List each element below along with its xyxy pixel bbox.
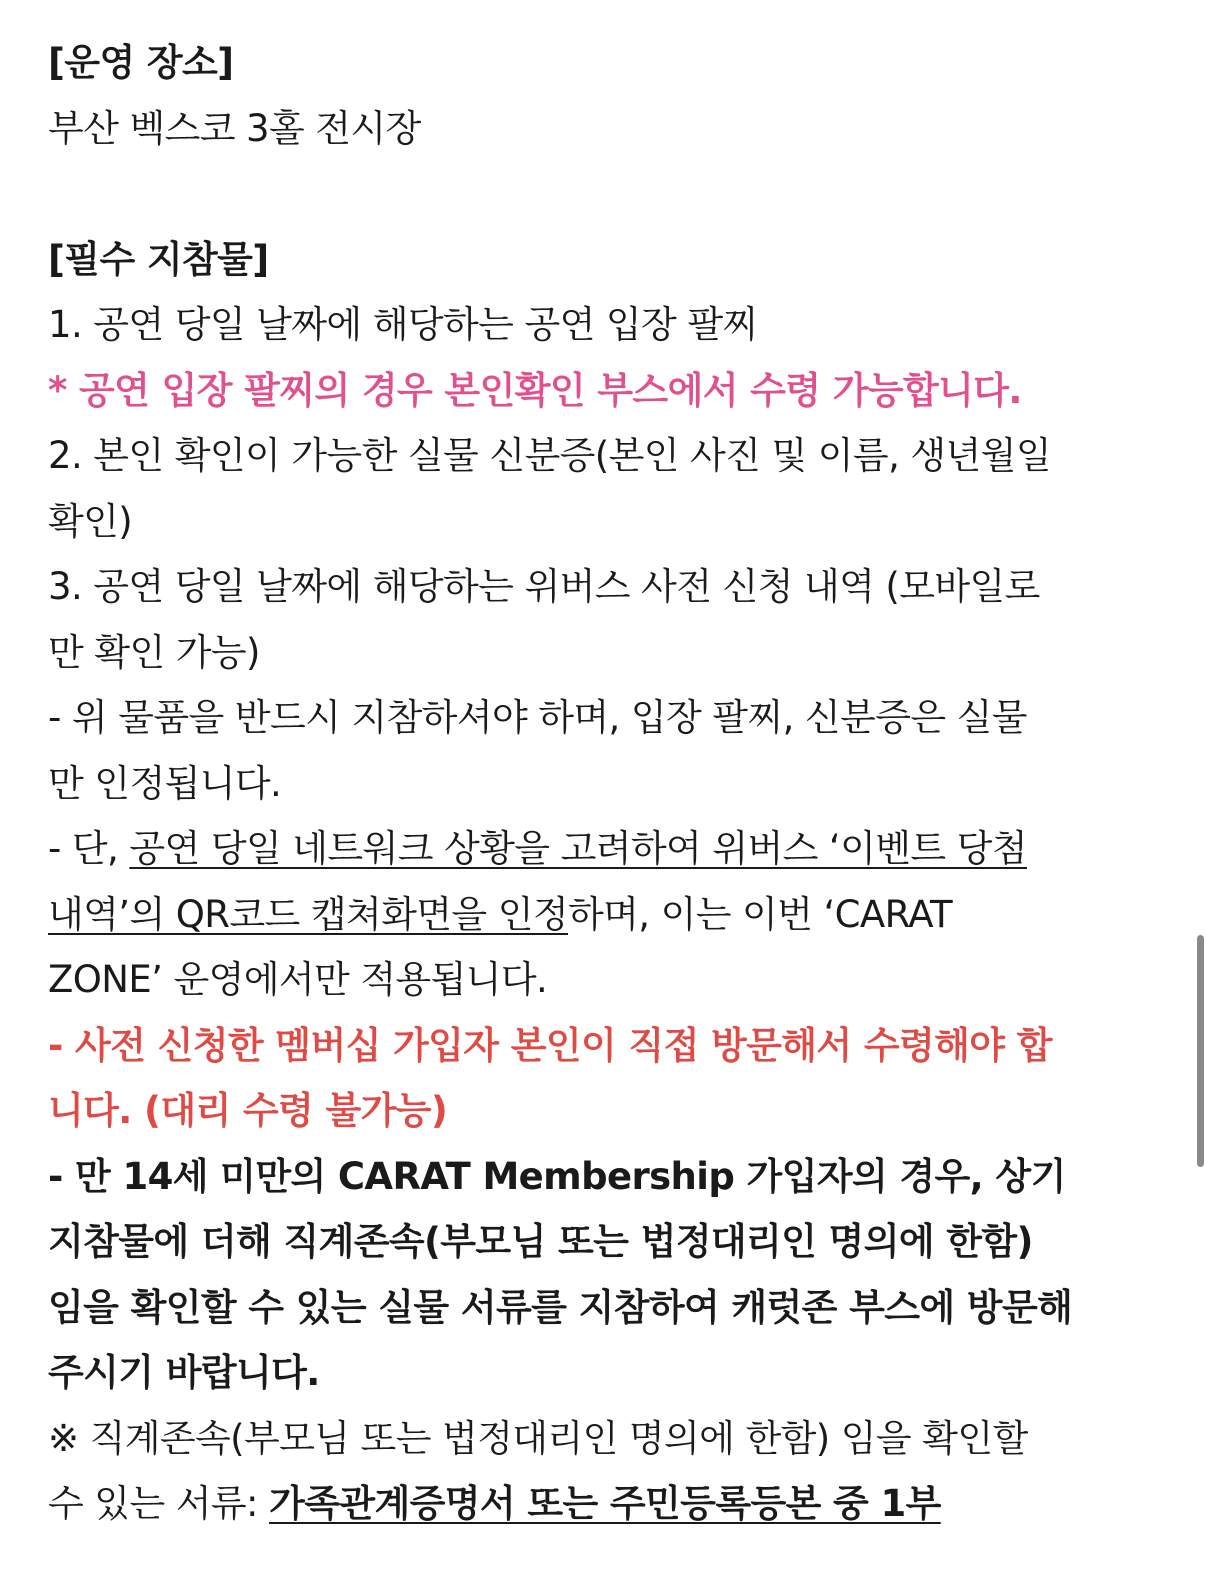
- spacer: [48, 161, 1158, 227]
- item-2-line-1: 2. 본인 확인이 가능한 실물 신분증(본인 사진 및 이름, 생년월일: [48, 434, 1051, 477]
- items-heading: [필수 지참물]: [48, 237, 269, 281]
- docs-prefix: 수 있는 서류:: [48, 1482, 270, 1525]
- docs-line-1: ※ 직계존속(부모님 또는 법정대리인 명의에 한함) 임을 확인할: [48, 1416, 1028, 1460]
- item-1: 1. 공연 당일 날짜에 해당하는 공연 입장 팔찌: [48, 303, 758, 346]
- rule-2-underlined-1: 공연 당일 네트워크 상황을 고려하여 위버스 ‘이벤트 당첨: [129, 827, 1027, 870]
- venue-place: 부산 벡스코 3홀 전시장: [48, 106, 421, 150]
- rule-2-line-2: [48, 882, 1158, 948]
- rule-2-suffix: 하며, 이는 이번 ‘CARAT: [567, 892, 953, 936]
- item-3-line-1: 3. 공연 당일 날짜에 해당하는 위버스 사전 신청 내역 (모바일로: [48, 565, 1040, 608]
- rule-4-line-4: 주시기 바랍니다.: [48, 1351, 320, 1394]
- item-2-line-2: 확인): [48, 499, 133, 543]
- rule-4-line-3: 임을 확인할 수 있는 실물 서류를 지참하여 캐럿존 부스에 방문해: [48, 1285, 1073, 1329]
- rule-1-line-2: 만 인정됩니다.: [48, 761, 282, 805]
- rule-4-line-2: 지참물에 더해 직계존속(부모님 또는 법정대리인 명의에 한함): [48, 1220, 1033, 1263]
- rule-2-line-3: ZONE’ 운영에서만 적용됩니다.: [48, 958, 548, 1001]
- venue-heading: [운영 장소]: [48, 41, 234, 84]
- rule-2-line-1: [48, 816, 1158, 882]
- rule-4-line-1: - 만 14세 미만의 CARAT Membership 가입자의 경우, 상기: [48, 1154, 1066, 1198]
- rule-1-line-1: - 위 물품을 반드시 지참하셔야 하며, 입장 팔찌, 신분증은 실물: [48, 696, 1027, 739]
- rule-3-line-2: 니다. (대리 수령 불가능): [48, 1089, 448, 1132]
- rule-2-prefix: - 단,: [48, 827, 130, 870]
- item-3-line-2: 만 확인 가능): [48, 630, 260, 674]
- notice-content: [48, 30, 1158, 1537]
- wristband-note: * 공연 입장 팔찌의 경우 본인확인 부스에서 수령 가능합니다.: [48, 368, 1022, 412]
- docs-line-2: [48, 1471, 1158, 1537]
- docs-list: 가족관계증명서 또는 주민등록등본 중 1부: [269, 1482, 941, 1525]
- rule-3-line-1: - 사전 신청한 멤버십 가입자 본인이 직접 방문해서 수령해야 합: [48, 1023, 1052, 1067]
- scrollbar[interactable]: [1197, 935, 1204, 1167]
- rule-2-underlined-2: 내역’의 QR코드 캡쳐화면을 인정: [48, 892, 568, 936]
